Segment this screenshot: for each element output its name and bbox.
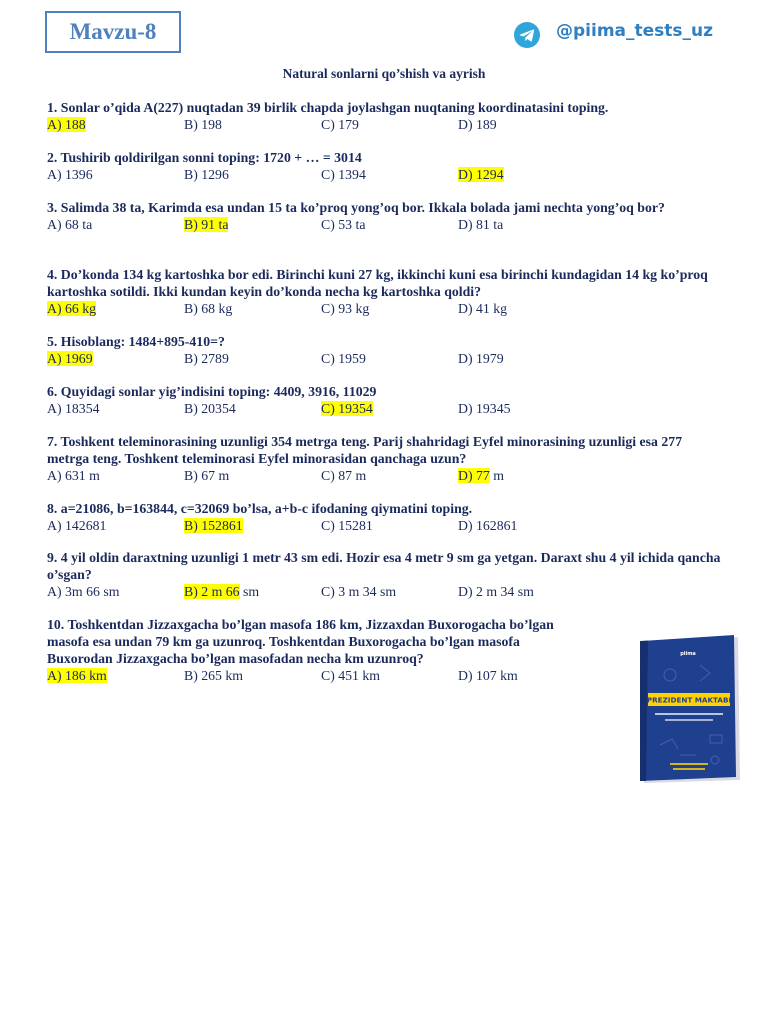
answer-a: A) 18354 xyxy=(47,401,100,416)
answer-d: D) 1979 xyxy=(458,351,504,366)
answer-a: A) 142681 xyxy=(47,518,107,533)
question-text: 9. 4 yil oldin daraxtning uzunligi 1 metr 43 sm edi. Hozir esa 4 metr 9 sm ga yetgan. Daraxt shu 4 yil ichida qancha o’sgan? xyxy=(47,550,721,582)
answer-a: A) 68 ta xyxy=(47,217,93,232)
channel-link[interactable] xyxy=(514,22,713,48)
answer-d: D) 107 km xyxy=(458,668,518,683)
answer-row xyxy=(47,116,723,133)
channel-name: @piima_tests_uz xyxy=(556,21,714,41)
answer-b: B) 198 xyxy=(184,117,222,132)
topic-title: Mavzu-8 xyxy=(45,11,181,53)
telegram-icon xyxy=(514,22,540,48)
answer-d: D) 162861 xyxy=(458,518,518,533)
book-cover-image xyxy=(640,635,742,785)
answer-row xyxy=(47,400,723,417)
question-5 xyxy=(47,333,723,367)
answer-b: B) 265 km xyxy=(184,668,244,683)
question-text: 4. Do’konda 134 kg kartoshka bor edi. Birinchi kuni 27 kg, ikkinchi kuni esa birinchi kundagidan 14 kg ko’proq kartoshka sotildi. Ikki kundan keyin do’konda necha kg kartoshka qoldi? xyxy=(47,267,708,299)
answer-row xyxy=(47,467,723,484)
answer-b: B) 1296 xyxy=(184,167,229,182)
answer-c: C) 19354 xyxy=(321,401,373,416)
question-text: 2. Tushirib qoldirilgan sonni toping: 1720 + … = 3014 xyxy=(47,150,362,165)
question-2 xyxy=(47,149,723,183)
question-6 xyxy=(47,383,723,417)
answer-b: B) 2 m 66 sm xyxy=(184,584,260,599)
answer-a: A) 1969 xyxy=(47,351,93,366)
question-text: 6. Quyidagi sonlar yig’indisini toping: 4409, 3916, 11029 xyxy=(47,384,377,399)
answer-row xyxy=(47,300,723,317)
answer-a: A) 66 kg xyxy=(47,301,97,316)
answer-b: B) 67 m xyxy=(184,468,230,483)
question-text: 8. a=21086, b=163844, c=32069 bo’lsa, a+b-c ifodaning qiymatini toping. xyxy=(47,501,473,516)
question-text: 1. Sonlar o’qida A(227) nuqtadan 39 birlik chapda joylashgan nuqtaning koordinatasini toping. xyxy=(47,100,609,115)
answer-d: D) 77 m xyxy=(458,468,504,483)
answer-c: C) 1394 xyxy=(321,167,366,182)
question-text: 3. Salimda 38 ta, Karimda esa undan 15 ta ko’proq yong’oq bor. Ikkala bolada jami nechta yong’oq bor? xyxy=(47,200,665,215)
question-10 xyxy=(47,616,587,684)
question-7 xyxy=(47,433,723,484)
answer-d: D) 81 ta xyxy=(458,217,504,232)
document-title: Natural sonlarni qo’shish va ayrish xyxy=(282,66,486,81)
book-title: PREZIDENT MAKTABI xyxy=(646,695,732,705)
svg-text:piima: piima xyxy=(680,651,696,657)
answer-row xyxy=(47,216,723,233)
answer-c: C) 15281 xyxy=(321,518,373,533)
question-text: 7. Toshkent teleminorasining uzunligi 354 metrga teng. Parij shahridagi Eyfel minorasining uzunligi esa 277 metrga teng. Toshkent teleminorasi Eyfel minorasidan qanchaga uzun? xyxy=(47,434,683,466)
answer-row xyxy=(47,166,723,183)
answer-a: A) 1396 xyxy=(47,167,93,182)
answer-d: D) 41 kg xyxy=(458,301,508,316)
answer-a: A) 3m 66 sm xyxy=(47,584,120,599)
answer-b: B) 91 ta xyxy=(184,217,229,232)
question-text: 5. Hisoblang: 1484+895-410=? xyxy=(47,334,225,349)
answer-c: C) 53 ta xyxy=(321,217,366,232)
answer-a: A) 186 km xyxy=(47,668,107,683)
answer-b: B) 20354 xyxy=(184,401,236,416)
answer-c: C) 451 km xyxy=(321,668,381,683)
answer-c: C) 1959 xyxy=(321,351,366,366)
question-8 xyxy=(47,500,723,534)
answer-b: B) 2789 xyxy=(184,351,229,366)
answer-d: D) 189 xyxy=(458,117,497,132)
answer-d: D) 1294 xyxy=(458,167,504,182)
question-3 xyxy=(47,199,723,233)
answer-c: C) 179 xyxy=(321,117,359,132)
answer-row xyxy=(47,517,723,534)
answer-row xyxy=(47,583,723,600)
answer-c: C) 3 m 34 sm xyxy=(321,584,397,599)
question-text: 10. Toshkentdan Jizzaxgacha bo’lgan masofa 186 km, Jizzaxdan Buxorogacha bo’lgan masofa esa undan 79 km ga uzunroq. Toshkentdan Buxorogacha bo’lgan masofa Buxorodan Jizzaxgacha bo’lgan masofadan necha km uzunroq? xyxy=(47,617,554,666)
answer-d: D) 2 m 34 sm xyxy=(458,584,534,599)
answer-b: B) 152861 xyxy=(184,518,243,533)
question-4 xyxy=(47,266,723,317)
answer-b: B) 68 kg xyxy=(184,301,233,316)
answer-a: A) 631 m xyxy=(47,468,100,483)
answer-row xyxy=(47,350,723,367)
question-1 xyxy=(47,99,723,133)
answer-row xyxy=(47,667,587,684)
question-9 xyxy=(47,549,723,600)
answer-a: A) 188 xyxy=(47,117,86,132)
answer-c: C) 93 kg xyxy=(321,301,370,316)
answer-c: C) 87 m xyxy=(321,468,367,483)
answer-d: D) 19345 xyxy=(458,401,511,416)
